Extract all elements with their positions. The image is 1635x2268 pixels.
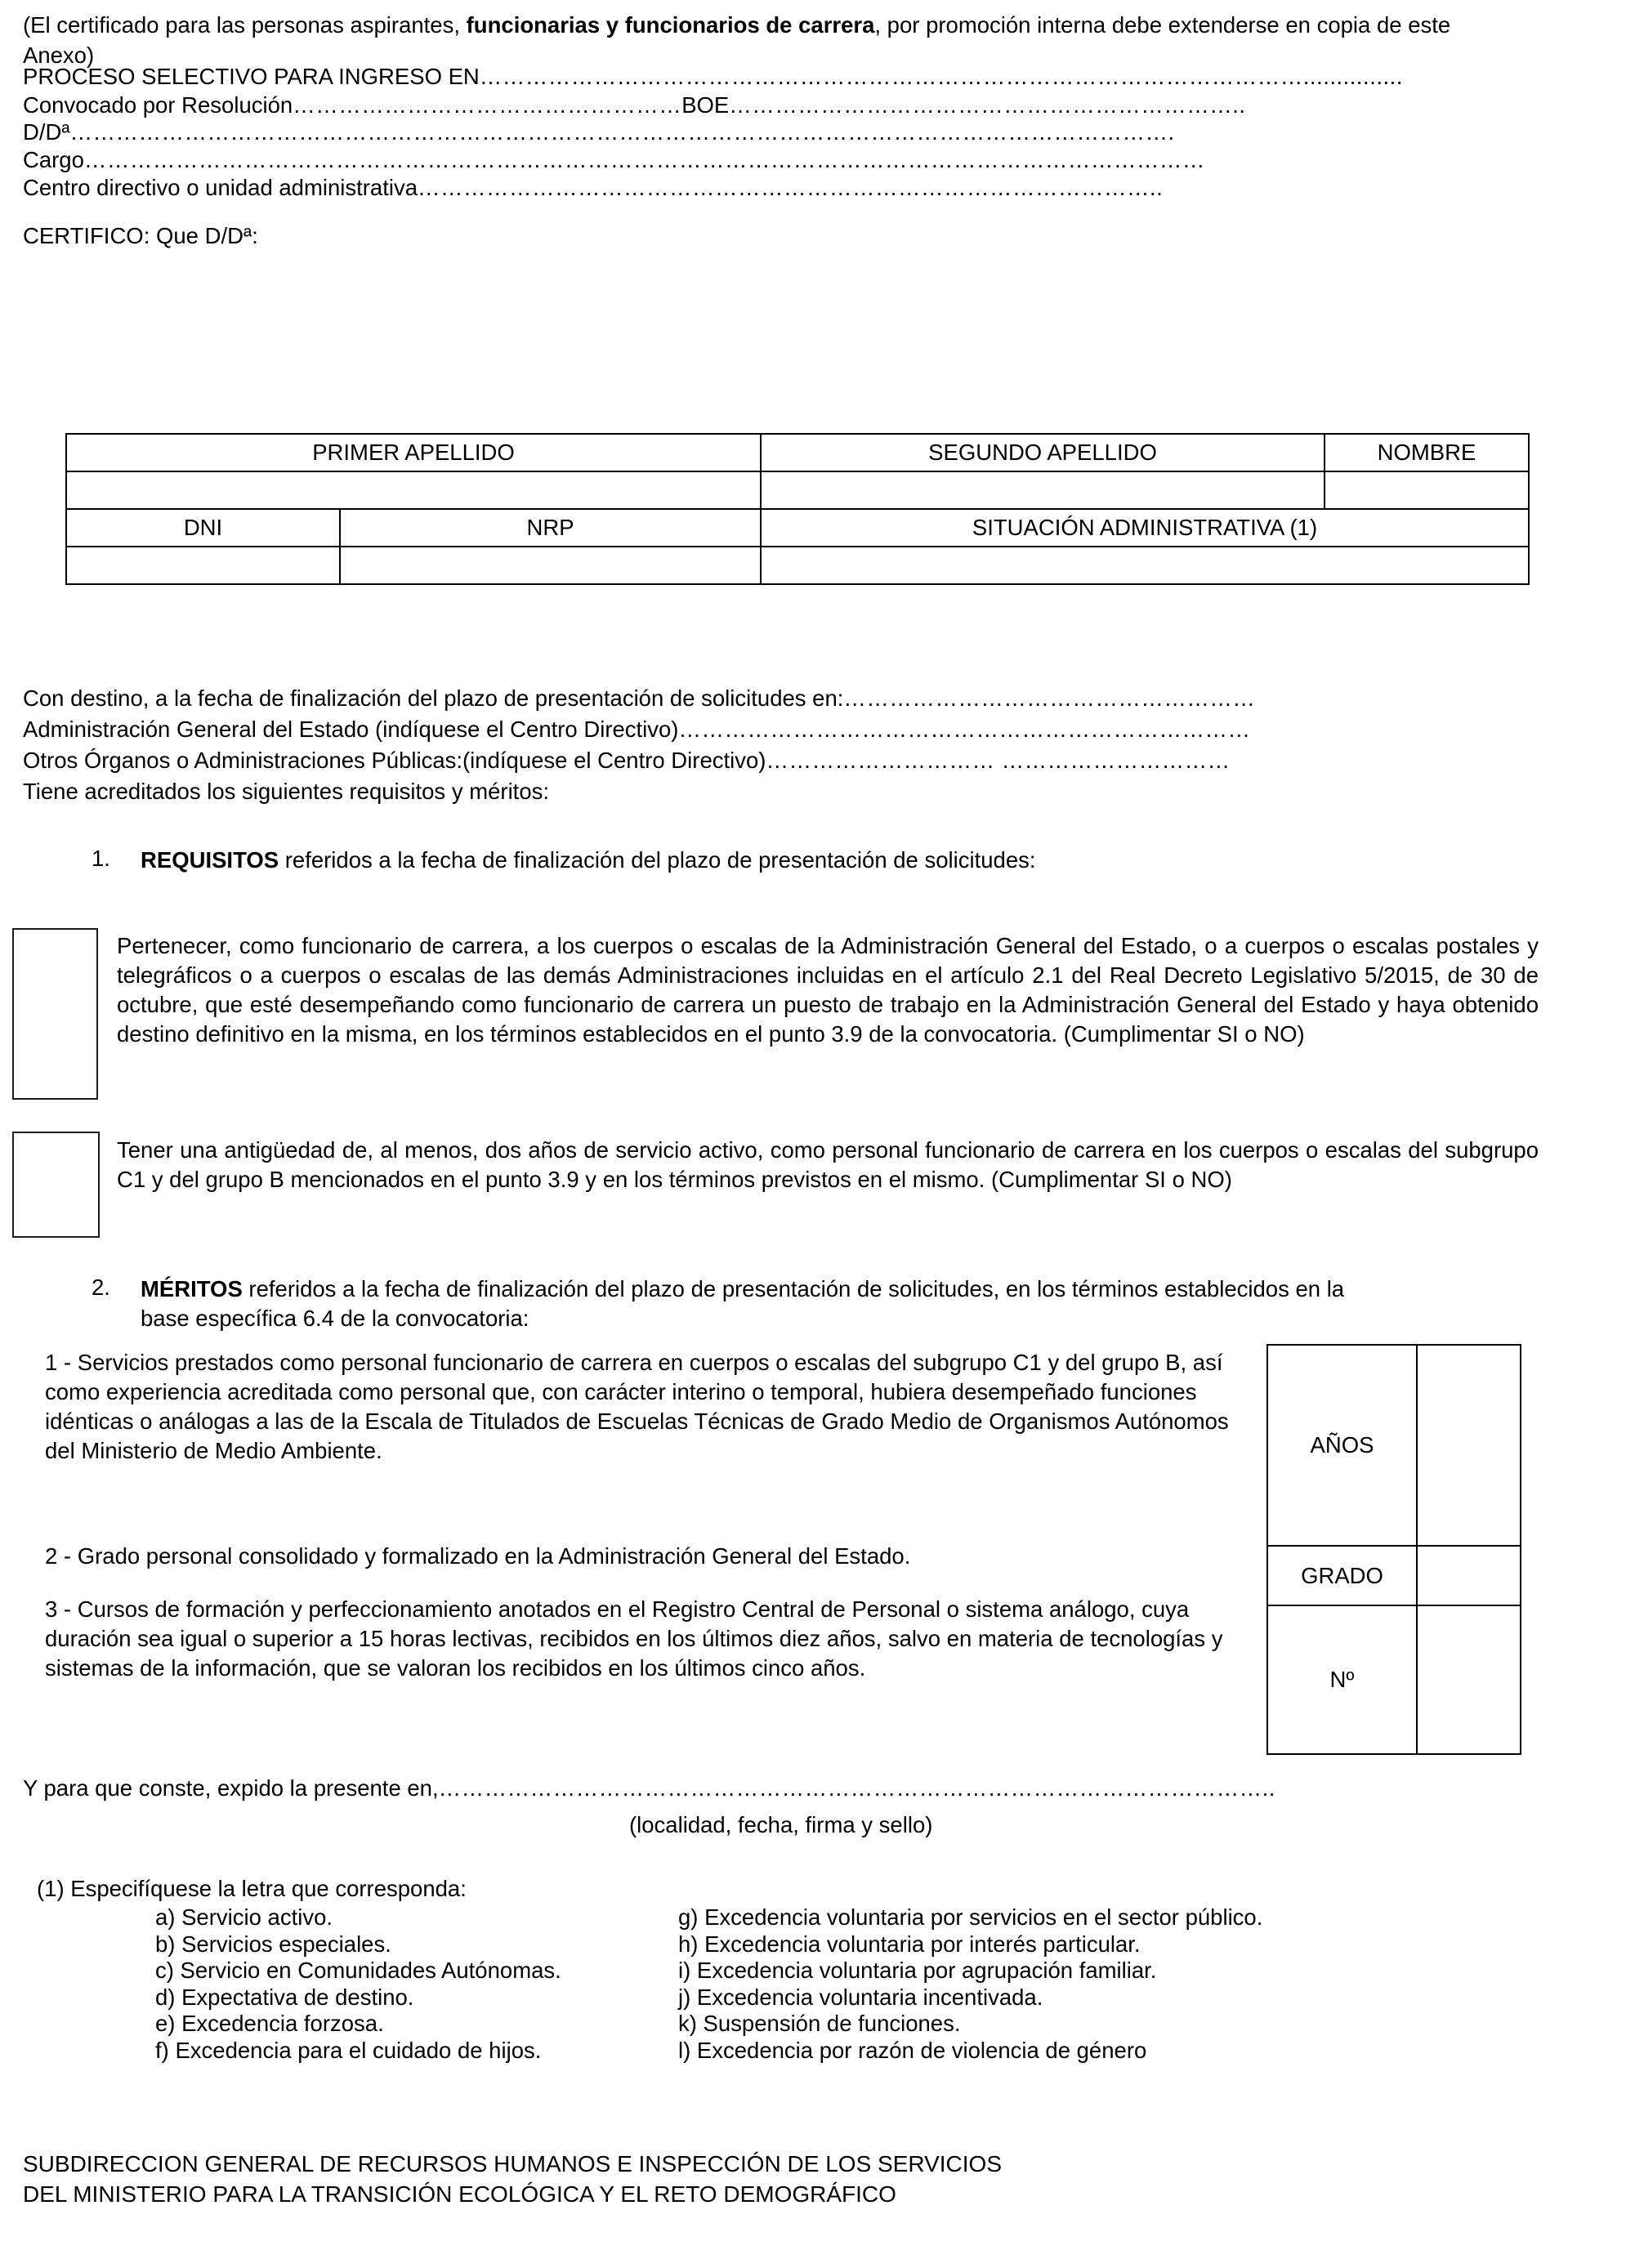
form-line-cargo — [23, 146, 1534, 174]
merito-3-text: 3 - Cursos de formación y perfeccionamiento anotados en el Registro Central de Personal o sistema análogo, cuya duración sea igual o superior a 15 horas lectivas, recibidos en los últimos diez años, salvo en materia de tecnologías y sistemas de la información, que se valoran los recibidos en los últimos cinco años. — [45, 1596, 1223, 1681]
list-item: i) Excedencia voluntaria por agrupación familiar. — [678, 1958, 1157, 1983]
destino-line-age — [23, 716, 1534, 743]
form-line-convocado — [23, 92, 1534, 119]
meritos-title — [141, 1275, 1562, 1304]
form-label-centro-directivo: Centro directivo o unidad administrativa — [23, 175, 418, 200]
table-row — [66, 434, 1529, 471]
table-row — [1267, 1546, 1521, 1605]
merits-value-anos[interactable] — [1417, 1345, 1521, 1546]
list-item: g) Excedencia voluntaria por servicios en el sector público. — [678, 1904, 1263, 1930]
meritos-title-line2: base específica 6.4 de la convocatoria: — [141, 1306, 529, 1331]
list-item: e) Excedencia forzosa. — [155, 2011, 384, 2036]
destino-label-otros-organos: Otros Órganos o Administraciones Públicas:(indíquese el Centro Directivo) — [23, 748, 766, 773]
closing-line — [23, 1775, 1534, 1802]
list-item: b) Servicios especiales. — [155, 1931, 391, 1957]
cell-situacion-administrativa[interactable] — [761, 547, 1529, 584]
meritos-table — [1266, 1344, 1521, 1755]
dot-leader[interactable]: ……………………………………………………………………………………………….. — [438, 1775, 1275, 1801]
form-label-cargo: Cargo — [23, 147, 84, 172]
form-label-nombre: D/Dª — [23, 119, 70, 145]
dot-leader[interactable]: ……………………………………………… — [843, 685, 1256, 711]
footnote-title: (1) Especifíquese la letra que corresponda: — [37, 1876, 467, 1901]
footer-line-2: DEL MINISTERIO PARA LA TRANSICIÓN ECOLÓGICA Y EL RETO DEMOGRÁFICO — [23, 2181, 896, 2207]
dot-leader[interactable]: …………………………………………………………………………………….. — [418, 175, 1164, 200]
footer-line-1: SUBDIRECCION GENERAL DE RECURSOS HUMANOS E INSPECCIÓN DE LOS SERVICIOS — [23, 2151, 1003, 2176]
destino-line-con-destino — [23, 685, 1534, 712]
form-line-centro-directivo — [23, 174, 1534, 202]
dot-leader[interactable]: ………………………… ………………………… — [766, 748, 1231, 773]
requisitos-number: 1. — [92, 846, 110, 871]
closing-label: Y para que conste, expido la presente en, — [23, 1775, 439, 1801]
meritos-bold-title: MÉRITOS — [141, 1276, 243, 1301]
list-item: k) Suspensión de funciones. — [678, 2011, 961, 2036]
dot-leader[interactable]: …………………………………………… — [293, 92, 682, 118]
destino-label-con-destino: Con destino, a la fecha de finalización del plazo de presentación de solicitudes en: — [23, 685, 844, 711]
list-item: d) Expectativa de destino. — [155, 1984, 414, 2010]
merits-value-numero[interactable] — [1417, 1605, 1521, 1754]
header-primer-apellido: PRIMER APELLIDO — [66, 434, 761, 471]
cell-primer-apellido[interactable] — [66, 471, 761, 509]
dot-leader[interactable]: ………………………………………………………………………………………………………………………………… — [83, 147, 1205, 172]
table-row — [66, 547, 1529, 584]
table-row — [66, 471, 1529, 509]
list-item: h) Excedencia voluntaria por interés particular. — [678, 1931, 1141, 1957]
dot-leader[interactable]: ………………………………………………………………………………………………………………………………. — [69, 119, 1175, 145]
footnote-left-column — [155, 1904, 561, 2064]
header-segundo-apellido: SEGUNDO APELLIDO — [761, 434, 1325, 471]
list-item: f) Excedencia para el cuidado de hijos. — [155, 2037, 542, 2063]
requisito-2-checkbox[interactable] — [12, 1132, 100, 1238]
destino-line-otros-organos — [23, 747, 1534, 775]
header-nrp: NRP — [340, 509, 761, 547]
form-line-nombre — [23, 118, 1534, 146]
dot-leader[interactable]: ………………………………………………………………………………………………............... — [479, 64, 1403, 89]
meritos-rest-title: referidos a la fecha de finalización del plazo de presentación de solicitudes, en los términos establecidos en la — [242, 1276, 1345, 1301]
form-label-convocado: Convocado por Resolución — [23, 92, 293, 118]
merito-1-text: 1 - Servicios prestados como personal funcionario de carrera en cuerpos o escalas del subgrupo C1 y del grupo B, así como experiencia acreditada como personal que, con carácter interino o temporal, hubiera desempeñado funciones idénticas o análogas a las de la Escala de Titulados de Escuelas Técnicas de Grado Medio de Organismos Autónomos del Ministerio de Medio Ambiente. — [45, 1350, 1229, 1463]
cell-nrp[interactable] — [340, 547, 761, 584]
footnote-right-column — [678, 1904, 1262, 2064]
requisitos-bold-title: REQUISITOS — [141, 847, 279, 873]
identity-table — [65, 433, 1530, 585]
requisito-1-checkbox[interactable] — [12, 928, 98, 1100]
dot-leader[interactable]: ………………………………………………………………… — [678, 717, 1251, 742]
merits-label-grado: GRADO — [1267, 1546, 1417, 1605]
tiene-acreditados-line: Tiene acreditados los siguientes requisitos y méritos: — [23, 779, 550, 804]
dot-leader[interactable]: ………………………………………………………….. — [729, 92, 1246, 118]
certifico-line: CERTIFICO: Que D/Dª: — [23, 223, 258, 248]
requisitos-title — [141, 846, 1530, 875]
table-row — [1267, 1345, 1521, 1546]
intro-suffix: , por promoción interna debe extenderse en copia de este Anexo) — [23, 12, 1451, 68]
header-dni: DNI — [66, 509, 340, 547]
merits-value-grado[interactable] — [1417, 1546, 1521, 1605]
cell-nombre[interactable] — [1325, 471, 1529, 509]
intro-bold: funcionarias y funcionarios de carrera — [466, 12, 875, 38]
table-row — [66, 509, 1529, 547]
cell-segundo-apellido[interactable] — [761, 471, 1325, 509]
merito-2-text: 2 - Grado personal consolidado y formalizado en la Administración General del Estado. — [45, 1543, 911, 1569]
footer-block — [23, 2149, 1002, 2209]
form-label-boe: BOE — [681, 92, 730, 118]
requisitos-rest-title: referidos a la fecha de finalización del plazo de presentación de solicitudes: — [279, 847, 1036, 873]
form-label-proceso-selectivo: PROCESO SELECTIVO PARA INGRESO EN — [23, 64, 480, 89]
intro-paragraph — [23, 10, 1494, 70]
list-item: c) Servicio en Comunidades Autónomas. — [155, 1958, 561, 1983]
form-line-proceso-selectivo — [23, 63, 1534, 91]
list-item: a) Servicio activo. — [155, 1904, 333, 1930]
closing-caption: (localidad, fecha, firma y sello) — [629, 1812, 933, 1837]
merits-label-anos: AÑOS — [1267, 1345, 1417, 1546]
list-item: j) Excedencia voluntaria incentivada. — [678, 1984, 1043, 2010]
requisito-2-text: Tener una antigüedad de, al menos, dos años de servicio activo, como personal funcionario de carrera en los cuerpos o escalas del subgrupo C1 y del grupo B mencionados en el punto 3.9 y en los términos previstos en el mismo. (Cumplimentar SI o NO) — [117, 1137, 1539, 1192]
list-item: l) Excedencia por razón de violencia de género — [678, 2037, 1147, 2063]
header-situacion-administrativa: SITUACIÓN ADMINISTRATIVA (1) — [761, 509, 1529, 547]
table-row — [1267, 1605, 1521, 1754]
intro-prefix: (El certificado para las personas aspirantes, — [23, 12, 467, 38]
destino-label-age: Administración General del Estado (indíquese el Centro Directivo) — [23, 717, 679, 742]
cell-dni[interactable] — [66, 547, 340, 584]
header-nombre: NOMBRE — [1325, 434, 1529, 471]
requisito-1-text: Pertenecer, como funcionario de carrera, a los cuerpos o escalas de la Administración General del Estado, o a cuerpos o escalas postales y telegráficos o a cuerpos o escalas de las demás Administraciones incluidas en el artículo 2.1 del Real Decreto Legislativo 5/2015, de 30 de octubre, que esté desempeñando como funcionario de carrera un puesto de trabajo en la Administración General del Estado y haya obtenido destino definitivo en la misma, en los términos establecidos en el punto 3.9 de la convocatoria. (Cumplimentar SI o NO) — [117, 933, 1539, 1047]
merits-label-numero: Nº — [1267, 1605, 1417, 1754]
meritos-number: 2. — [92, 1275, 110, 1300]
